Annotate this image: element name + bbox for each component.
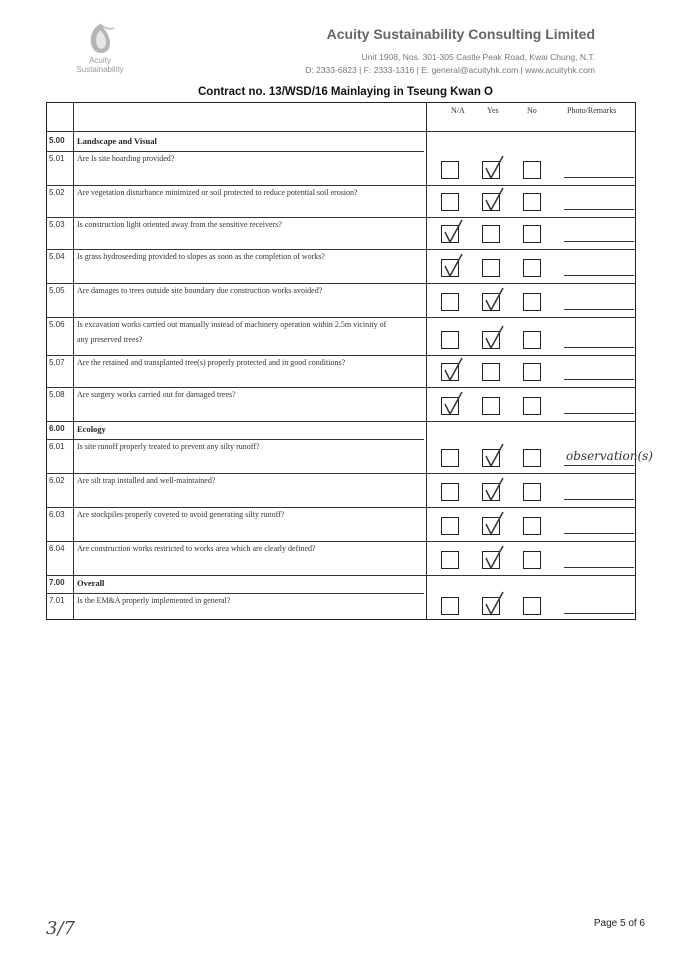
checkbox-no[interactable] xyxy=(523,363,541,381)
remarks-field[interactable] xyxy=(564,465,634,466)
checkmark-icon xyxy=(481,476,507,502)
column-header-na: N/A xyxy=(451,106,465,115)
item-number: 6.01 xyxy=(49,442,65,451)
item-number: 7.00 xyxy=(49,578,65,587)
question-text: Are construction works restricted to works area which are clearly defined? xyxy=(77,544,316,553)
checklist-question xyxy=(77,217,422,232)
checkmark-icon xyxy=(481,590,507,616)
question-text: Is the EM&A properly implemented in general? xyxy=(77,596,231,605)
checkbox-no[interactable] xyxy=(523,551,541,569)
remark-handwritten: observation(s) xyxy=(566,449,653,463)
item-number: 5.08 xyxy=(49,390,65,399)
address-line: Unit 1908, Nos. 301-305 Castle Peak Road, Kwai Chung, N.T. xyxy=(361,52,595,62)
checkmark-icon xyxy=(440,390,466,416)
contact-line: D: 2333-6823 | F: 2333-1316 | E: general@acuityhk.com | www.acuityhk.com xyxy=(305,65,595,75)
checkbox-yes[interactable] xyxy=(482,597,500,615)
item-number: 5.06 xyxy=(49,320,65,329)
question-text-continued: any preserved trees? xyxy=(77,335,143,344)
section-title: Landscape and Visual xyxy=(77,136,157,146)
checkbox-no[interactable] xyxy=(523,193,541,211)
checkbox-no[interactable] xyxy=(523,517,541,535)
question-text: Is excavation works carried out manually instead of machinery operation within 2.5m vicinity of xyxy=(77,320,387,329)
item-number: 5.02 xyxy=(49,188,65,197)
logo-emblem-icon xyxy=(80,20,120,56)
checkmark-icon xyxy=(481,154,507,180)
checkbox-yes[interactable] xyxy=(482,259,500,277)
checkbox-yes[interactable] xyxy=(482,449,500,467)
row-divider xyxy=(47,575,635,576)
item-number: 5.04 xyxy=(49,252,65,261)
checklist-question xyxy=(77,473,422,488)
row-divider xyxy=(47,131,635,132)
checkbox-yes[interactable] xyxy=(482,331,500,349)
item-number: 5.07 xyxy=(49,358,65,367)
checkmark-icon xyxy=(481,324,507,350)
checkbox-no[interactable] xyxy=(523,331,541,349)
column-header-yes: Yes xyxy=(487,106,499,115)
checkbox-yes[interactable] xyxy=(482,483,500,501)
item-number: 6.00 xyxy=(49,424,65,433)
checkbox-na[interactable] xyxy=(441,517,459,535)
checkbox-yes[interactable] xyxy=(482,397,500,415)
checkmark-icon xyxy=(440,252,466,278)
checkbox-na[interactable] xyxy=(441,331,459,349)
checkmark-icon xyxy=(481,442,507,468)
checklist-question xyxy=(77,185,422,200)
column-header-no: No xyxy=(527,106,537,115)
remarks-field[interactable] xyxy=(564,275,634,276)
checkbox-na[interactable] xyxy=(441,161,459,179)
page-number: Page 5 of 6 xyxy=(593,918,645,929)
item-number: 5.05 xyxy=(49,286,65,295)
checklist-table xyxy=(46,102,653,620)
checklist-question xyxy=(77,355,422,370)
checkbox-yes[interactable] xyxy=(482,363,500,381)
item-number: 6.02 xyxy=(49,476,65,485)
contract-title: Contract no. 13/WSD/16 Mainlaying in Tseung Kwan O xyxy=(198,86,493,98)
checkbox-na[interactable] xyxy=(441,551,459,569)
item-number: 6.04 xyxy=(49,544,65,553)
checklist-question xyxy=(77,387,422,402)
checkbox-na[interactable] xyxy=(441,397,459,415)
checkmark-icon xyxy=(440,356,466,382)
checklist-question xyxy=(77,593,422,608)
remarks-field[interactable] xyxy=(564,613,634,614)
company-address xyxy=(305,51,595,77)
question-text: Are surgery works carried out for damaged trees? xyxy=(77,390,236,399)
checkbox-yes[interactable] xyxy=(482,161,500,179)
checkbox-na[interactable] xyxy=(441,225,459,243)
checkbox-na[interactable] xyxy=(441,449,459,467)
handwritten-page-note: 3/7 xyxy=(46,918,75,939)
logo-tagline: Sustainability xyxy=(76,65,124,74)
logo-name: Acuity xyxy=(89,56,111,65)
section-title: Ecology xyxy=(77,424,106,434)
question-text: Are damages to trees outside site boundary due construction works avoided? xyxy=(77,286,323,295)
checkbox-yes[interactable] xyxy=(482,517,500,535)
checkbox-na[interactable] xyxy=(441,483,459,501)
checkmark-icon xyxy=(481,286,507,312)
checkbox-na[interactable] xyxy=(441,259,459,277)
row-divider xyxy=(47,421,635,422)
company-logo xyxy=(70,20,130,84)
remarks-field[interactable] xyxy=(564,533,634,534)
section-title: Overall xyxy=(77,578,105,588)
checkbox-no[interactable] xyxy=(523,259,541,277)
item-number: 5.03 xyxy=(49,220,65,229)
remarks-field[interactable] xyxy=(564,567,634,568)
item-number: 7.01 xyxy=(49,596,65,605)
remarks-field[interactable] xyxy=(564,413,634,414)
checkbox-no[interactable] xyxy=(523,225,541,243)
checkbox-na[interactable] xyxy=(441,597,459,615)
remarks-field[interactable] xyxy=(564,499,634,500)
checkbox-na[interactable] xyxy=(441,193,459,211)
item-number: 5.00 xyxy=(49,136,65,145)
checklist-question xyxy=(77,249,422,264)
checkmark-icon xyxy=(440,218,466,244)
checkmark-icon xyxy=(481,186,507,212)
checklist-question xyxy=(77,541,422,556)
checkbox-no[interactable] xyxy=(523,293,541,311)
question-text: Are vegetation disturbance minimized or soil protected to reduce potential soil erosion? xyxy=(77,188,358,197)
item-number: 5.01 xyxy=(49,154,65,163)
remarks-field[interactable] xyxy=(564,347,634,348)
checkbox-no[interactable] xyxy=(523,161,541,179)
question-text: Are stockpiles properly covered to avoid generating silty runoff? xyxy=(77,510,285,519)
remarks-field[interactable] xyxy=(564,209,634,210)
remarks-field[interactable] xyxy=(564,379,634,380)
question-text: Is construction light oriented away from the sensitive receivers? xyxy=(77,220,282,229)
checkbox-yes[interactable] xyxy=(482,551,500,569)
checkbox-no[interactable] xyxy=(523,397,541,415)
question-text: Are Is site hoarding provided? xyxy=(77,154,175,163)
checkbox-no[interactable] xyxy=(523,449,541,467)
checkbox-yes[interactable] xyxy=(482,193,500,211)
checklist-question xyxy=(77,507,422,522)
question-text: Are the retained and transplanted tree(s) properly protected and in good conditions? xyxy=(77,358,346,367)
checklist-question xyxy=(77,317,422,347)
remarks-field[interactable] xyxy=(564,309,634,310)
checkmark-icon xyxy=(481,510,507,536)
item-number: 6.03 xyxy=(49,510,65,519)
question-text: Is grass hydroseeding provided to slopes as soon as the completion of works? xyxy=(77,252,325,261)
checkbox-no[interactable] xyxy=(523,483,541,501)
column-header-remarks: Photo/Remarks xyxy=(567,106,617,115)
checkbox-no[interactable] xyxy=(523,597,541,615)
checklist-question xyxy=(77,439,422,454)
checkbox-yes[interactable] xyxy=(482,293,500,311)
remarks-field[interactable] xyxy=(564,241,634,242)
checklist-question xyxy=(77,151,422,166)
remarks-field[interactable] xyxy=(564,177,634,178)
question-text: Is site runoff properly treated to prevent any silty runoff? xyxy=(77,442,260,451)
checklist-question xyxy=(77,283,422,298)
company-name: Acuity Sustainability Consulting Limited xyxy=(326,26,595,42)
checkmark-icon xyxy=(481,544,507,570)
checkbox-na[interactable] xyxy=(441,293,459,311)
checkbox-na[interactable] xyxy=(441,363,459,381)
question-text: Are silt trap installed and well-maintained? xyxy=(77,476,216,485)
checkbox-yes[interactable] xyxy=(482,225,500,243)
